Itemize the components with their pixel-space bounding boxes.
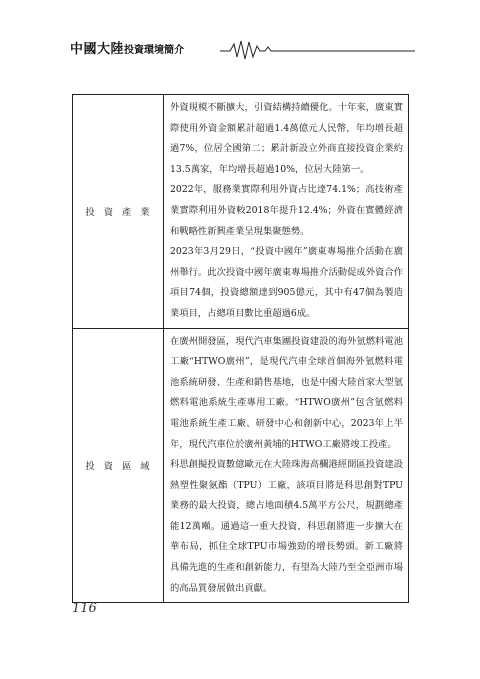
header-title-main: 中國大陸: [70, 42, 125, 57]
header-title-sub: 投資環境簡介: [124, 45, 185, 56]
paragraph: 科思創擬投資數億歐元在大陸珠海高欄港經開區投資建設熱塑性聚氨酯（TPU）工廠，該項目將是科思創對TPU業務的最大投資，總占地面積4.5萬平方公尺，規劃總產能12萬噸。通過這一重大投資，科思創將進一步擴大在華布局，抓住全球TPU市場強勁的增長勢頭。新工廠將具備先進的生產和創新能力，有望為大陸乃至全亞洲市場的高品質發展做出貢獻。: [170, 459, 403, 594]
running-header: [70, 38, 415, 60]
table-row: [73, 95, 409, 329]
header-title: [70, 40, 184, 59]
content-table: [72, 94, 409, 603]
table-row: [73, 328, 409, 603]
paragraph: 2023年3月29日，“投資中國年”廣東專場推介活動在廣州舉行。此次投資中國年廣東專場推介活動促成外資合作項目74個，投資總額達到905億元，其中有47個為製造業項目，占總項目數比重超過6成。: [170, 246, 403, 319]
heartbeat-line-icon: [220, 38, 415, 60]
page-number: 116: [72, 601, 97, 616]
row-label-industry: 投資產業: [73, 95, 164, 329]
row-label-region: 投資區域: [73, 328, 164, 603]
paragraph: 外資規模不斷擴大，引資結構持續優化。十年來，廣東實際使用外資金額累計超過1.4萬億元人民幣，年均增長超過7%，位居全國第二；累計新設立外商直接投資企業約13.5萬家，年均增長超過10%，位居大陸第一。: [170, 102, 403, 175]
row-body-industry: [164, 95, 409, 329]
paragraph: 在廣州開發區，現代汽車集團投資建設的海外氫燃料電池工廠“HTWO廣州”，是現代汽車全球首個海外氫燃料電池系統研發、生產和銷售基地，也是中國大陸首家大型氫燃料電池系統生產專用工廠。“HTWO廣州”包含氫燃料電池系統生產工廠、研發中心和創新中心，2023年上半年，現代汽車位於廣州黃埔的HTWO工廠將竣工投產。: [170, 335, 403, 450]
row-body-region: [164, 328, 409, 603]
paragraph: 2022年，服務業實際利用外資占比達74.1%；高技術產業實際利用外資較2018年提升12.4%；外資在實體經濟和戰略性新興產業呈現集聚態勢。: [170, 184, 403, 237]
